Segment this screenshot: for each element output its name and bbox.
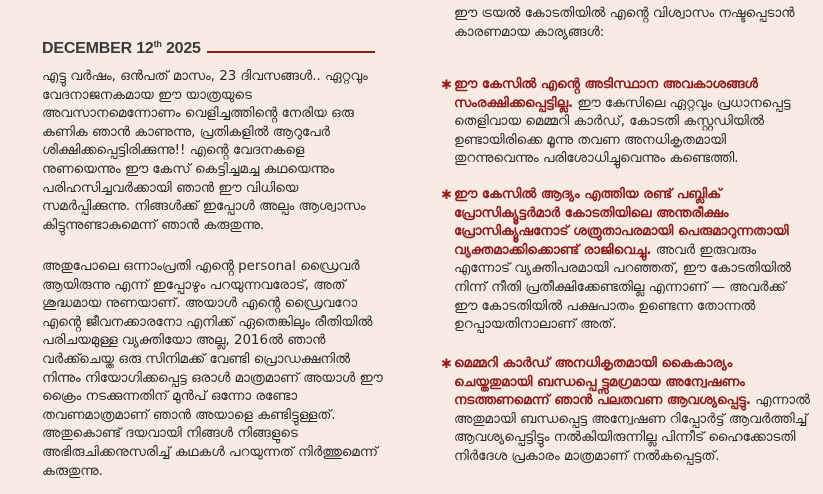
reason-body (454, 186, 812, 335)
paragraph-driver: അതുപോലെ ഒന്നാംപ്രതി എൻ്റെ personal ഡ്രൈവർ ആയിരുന്നു എന്ന് ഇപ്പോഴും പറയുന്നവരോട്, അത് ശുദ്ധമായ നുണയാണ്. അയാൾ എൻ്റെ ഡ്രൈവറോ എൻ്റെ ജീവനക്കാരനോ എനിക്ക് ഏതെങ്കിലും രീതിയിൽ പരിചയമുള്ള വ്യക്തിയോ അല്ല, 2016ൽ ഞാൻ വർക്ക്ചെയ്ത ഒരു സിനിമക്ക് വേണ്ടി പ്രൊഡക്ഷനിൽ നിന്നും നിയോഗിക്കപ്പെട്ട ഒരാൾ മാത്രമാണ് അയാൾ ഈ ക്രൈം നടക്കുന്നതിന് മുൻപ് ഒന്നോ രണ്ടോ തവണമാത്രമാണ് ഞാൻ അയാളെ കണ്ടിട്ടുള്ളത്. അതുകൊണ്ട് ദയവായി നിങ്ങൾ നിങ്ങളുടെ അഭിരുചിക്കനുസരിച്ച് കഥകൾ പറയുന്നത് നിർത്തുമെന്ന് കരുതുന്നു. (42, 259, 383, 479)
paragraph-intro: എട്ടു വർഷം, ഒൻപത് മാസം, 23 ദിവസങ്ങൾ.. ഏറ്റവും വേദനാജനകമായ ഈ യാത്രയുടെ അവസാനമെന്നോണം വെളിച്ചത്തിൻ്റെ നേരിയ ഒരു കണിക ഞാൻ കാണുന്നു, പ്രതികളിൽ ആറുപേർ ശിക്ഷിക്കപ്പെട്ടിരിക്കുന്നു!! എൻ്റെ വേദനകളെ നുണയെന്നും ഈ കേസ് കെട്ടിച്ചമച്ച കഥയെന്നും പരിഹസിച്ചവർക്കായി ഞാൻ ഈ വിധിയെ സമർപ്പിക്കുന്നു. നിങ്ങൾക്ക് ഇപ്പോൾ അല്പം ആശ്വാസം കിട്ടുന്നുണ്ടാകുമെന്ന് ഞാൻ കരുതുന്നു. (42, 69, 368, 233)
reason-body (454, 76, 812, 169)
date-suffix: th (153, 39, 162, 49)
asterisk-bullet-icon: ✱ (441, 188, 452, 203)
reason-detail: അവർ ഇരുവരും എന്നോട് വ്യക്തിപരമായി പറഞ്ഞത്, ഈ കോടതിയിൽ നിന്ന് നീതി പ്രതീക്ഷിക്കേണ്ടതില്ല എന്നാണ് — അവർക്ക് ഈ കോടതിയിൽ പക്ഷപാതം ഉണ്ടെന്ന തോന്നൽ ഉറപ്പായതിനാലാണ് അത്. (454, 242, 791, 333)
date-header (42, 39, 375, 61)
reason-detail: എന്നാൽ അതുമായി ബന്ധപ്പെട്ട അന്വേഷണ റിപ്പോർട്ട് ആവർത്തിച്ച് ആവശ്യപ്പെട്ടിട്ടും നൽകിയിരുന്നില്ല പിന്നീട് ഹൈക്കോടതി നിർദേശ പ്രകാരം മാത്രമാണ് നൽകപ്പെട്ടത്. (454, 393, 810, 464)
reason-detail: ഈ കേസിലെ ഏറ്റവും പ്രധാനപ്പെട്ട തെളിവായ മെമ്മറി കാർഡ്, കോടതി കസ്റ്റഡിയിൽ ഉണ്ടായിരിക്കെ മൂന്നു തവണ അനധികൃതമായി തുറന്നുവെന്നും പരിശോധിച്ചുവെന്നും കണ്ടെത്തി. (454, 95, 791, 167)
reason-heading: ഈ കേസിൽ എൻ്റെ അടിസ്ഥാന അവകാശങ്ങൾ സംരക്ഷിക്കപ്പെട്ടില്ല. (454, 77, 758, 111)
asterisk-bullet-icon: ✱ (441, 78, 452, 93)
date-heading (42, 39, 201, 58)
date-main: DECEMBER 12 (42, 40, 154, 57)
reason-body (454, 355, 812, 467)
reason-item (441, 76, 812, 169)
asterisk-bullet-icon: ✱ (441, 357, 452, 372)
date-year: 2025 (161, 40, 201, 57)
reason-heading: ഈ കേസിൽ ആദ്യം എത്തിയ രണ്ട് പബ്ലിക് പ്രോസിക്യൂട്ടർമാർ കോടതിയിലെ അന്തരീക്ഷം പ്രോസിക്യൂഷനോട് ശത്രുതാപരമായി പെരുമാറുന്നതായി വ്യക്തമാക്കിക്കൊണ്ട് രാജിവെച്ചു. (454, 187, 789, 258)
reasons-intro: ഈ ട്രയൽ കോടതിയിൽ എൻ്റെ വിശ്വാസം നഷ്ടപ്പെടാൻ കാരണമായ കാര്യങ്ങൾ: (454, 6, 795, 40)
reason-heading: മെമ്മറി കാർഡ് അനധികൃതമായി കൈകാര്യം ചെയ്തതുമായി ബന്ധപ്പെ ട്ട്സമഗ്രമായ അന്വേഷണം നടത്തണമെന്ന് ഞാൻ പലതവണ ആവശ്യപ്പെട്ടു. (454, 356, 751, 409)
reason-item (441, 186, 812, 335)
heading-rule (207, 51, 375, 53)
reason-item (441, 355, 812, 467)
